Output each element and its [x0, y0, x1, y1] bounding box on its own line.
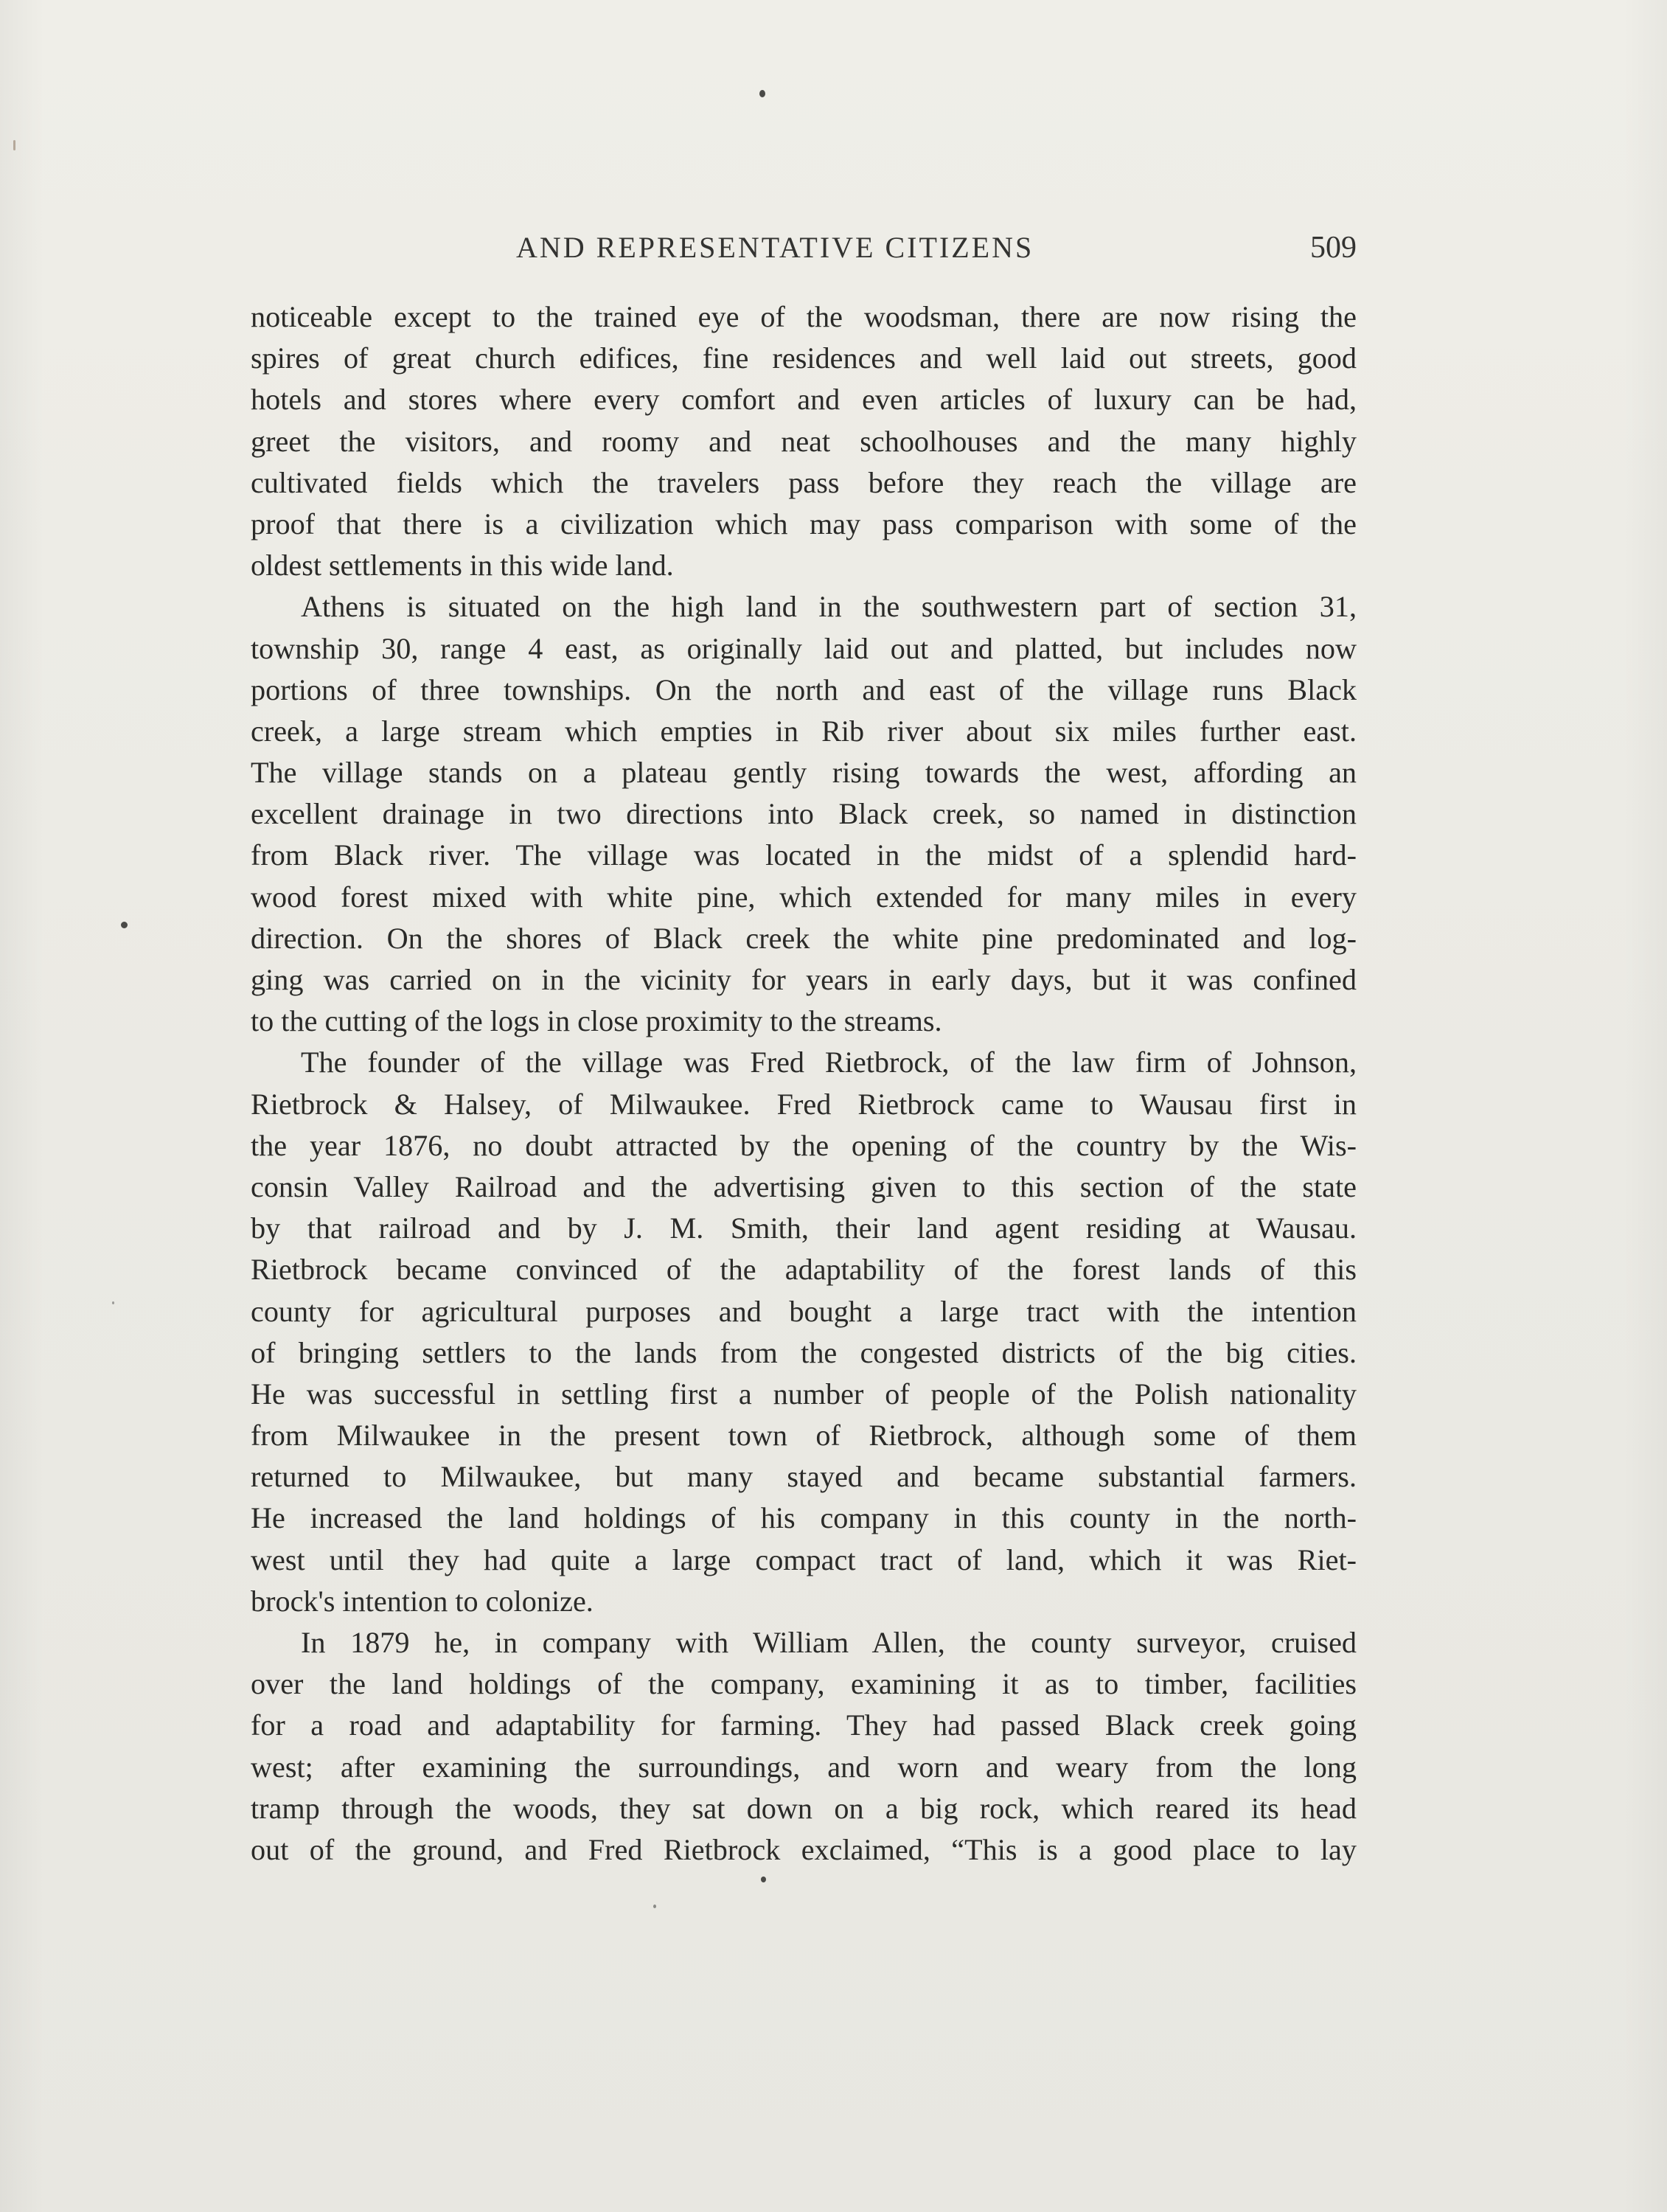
text-line: excellent drainage in two directions into Black creek, so named in distinction: [251, 797, 1357, 831]
left-edge-shade: [0, 0, 44, 2212]
text-line: oldest settlements in this wide land.: [251, 549, 674, 582]
body-text: [251, 296, 1357, 1871]
text-line: The founder of the village was Fred Rietbrock, of the law firm of Johnson,: [301, 1046, 1357, 1079]
text-line: tramp through the woods, they sat down on a big rock, which reared its head: [251, 1791, 1357, 1825]
text-line: He increased the land holdings of his company in this county in the north-: [251, 1501, 1357, 1535]
text-line: portions of three townships. On the north and east of the village runs Black: [251, 672, 1357, 706]
text-line: direction. On the shores of Black creek the white pine predominated and log-: [251, 921, 1357, 955]
right-edge-shade: [1623, 0, 1667, 2212]
text-line: creek, a large stream which empties in Rib river about six miles further east.: [251, 714, 1357, 748]
text-line: cultivated fields which the travelers pass before they reach the village are: [251, 465, 1357, 499]
running-head: [251, 230, 1357, 274]
text-line: spires of great church edifices, fine residences and well laid out streets, good: [251, 341, 1357, 375]
text-line: wood forest mixed with white pine, which extended for many miles in every: [251, 880, 1357, 914]
text-line: Rietbrock became convinced of the adaptability of the forest lands of this: [251, 1253, 1357, 1287]
running-title: AND REPRESENTATIVE CITIZENS: [516, 231, 1034, 264]
page-number: 509: [1310, 231, 1357, 265]
text-line: proof that there is a civilization which may pass comparison with some of the: [251, 507, 1357, 540]
text-line: township 30, range 4 east, as originally laid out and platted, but includes now: [251, 631, 1357, 665]
text-line: by that railroad and by J. M. Smith, their land agent residing at Wausau.: [251, 1211, 1357, 1245]
text-line: noticeable except to the trained eye of the woodsman, there are now rising the: [251, 300, 1357, 333]
text-line: the year 1876, no doubt attracted by the opening of the country by the Wis-: [251, 1128, 1357, 1162]
text-line: brock's intention to colonize.: [251, 1584, 594, 1618]
text-line: hotels and stores where every comfort and even articles of luxury can be had,: [251, 383, 1357, 417]
text-line: In 1879 he, in company with William Allen, the county surveyor, cruised: [301, 1626, 1357, 1659]
text-line: of bringing settlers to the lands from the congested districts of the big cities.: [251, 1335, 1357, 1369]
dust-speck: [761, 1877, 766, 1882]
text-line: greet the visitors, and roomy and neat schoolhouses and the many highly: [251, 424, 1357, 458]
text-line: ging was carried on in the vicinity for years in early days, but it was confined: [251, 963, 1357, 996]
text-line: from Milwaukee in the present town of Rietbrock, although some of them: [251, 1419, 1357, 1453]
page-edge-mark: [13, 140, 15, 150]
paragraph: [251, 296, 1357, 586]
text-line: from Black river. The village was located in the midst of a splendid hard-: [251, 838, 1357, 872]
dust-speck: [653, 1905, 656, 1908]
text-line: He was successful in settling first a number of people of the Polish nationality: [251, 1377, 1357, 1411]
text-line: to the cutting of the logs in close proximity to the streams.: [251, 1004, 942, 1038]
text-line: over the land holdings of the company, examining it as to timber, facilities: [251, 1667, 1357, 1701]
text-line: Athens is situated on the high land in the southwestern part of section 31,: [301, 590, 1357, 624]
text-line: out of the ground, and Fred Rietbrock exclaimed, “This is a good place to lay: [251, 1832, 1357, 1866]
text-line: county for agricultural purposes and bought a large tract with the intention: [251, 1294, 1357, 1328]
text-line: west; after examining the surroundings, and worn and weary from the long: [251, 1750, 1357, 1784]
paragraph: [251, 1042, 1357, 1622]
text-line: The village stands on a plateau gently rising towards the west, affording an: [251, 756, 1357, 790]
paragraph: [251, 1622, 1357, 1871]
dust-speck: [759, 90, 765, 97]
dust-speck: [121, 922, 128, 928]
dust-speck: [112, 1301, 114, 1304]
paragraph: [251, 586, 1357, 1042]
text-line: Rietbrock & Halsey, of Milwaukee. Fred Rietbrock came to Wausau first in: [251, 1087, 1357, 1121]
text-line: west until they had quite a large compact tract of land, which it was Riet-: [251, 1543, 1357, 1576]
text-line: consin Valley Railroad and the advertising given to this section of the state: [251, 1169, 1357, 1203]
text-line: returned to Milwaukee, but many stayed and became substantial farmers.: [251, 1460, 1357, 1494]
text-line: for a road and adaptability for farming. They had passed Black creek going: [251, 1708, 1357, 1742]
